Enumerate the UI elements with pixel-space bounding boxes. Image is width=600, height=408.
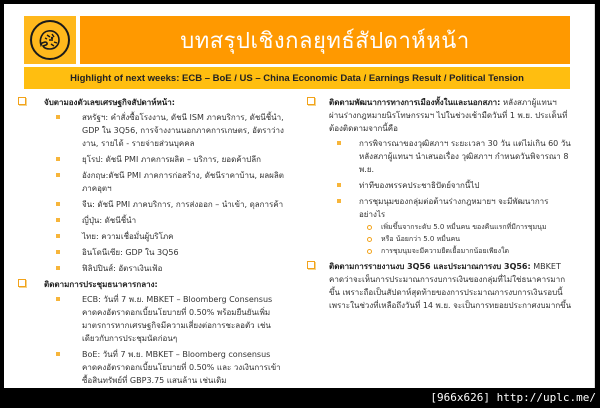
checkbox-square-icon — [18, 279, 26, 287]
sub-list-item: การชุมนุมจะมีความยืดเยื้อมากน้อยเพียงใด — [359, 246, 572, 257]
central-banks-list — [44, 293, 284, 387]
bullet-icon — [56, 250, 60, 254]
list-item: อังกฤษ:ดัชนี PMI ภาคการก่อสร้าง, ดัชนีราคาบ้าน, ผลผลิตภาคอุตฯ — [44, 169, 284, 195]
sub-list-item: เพิ่มขึ้นจากระดับ 5.0 หมื่นคน ของคืนแรกที่มีการชุมนุม — [359, 222, 572, 233]
bullet-icon — [337, 199, 341, 203]
checkbox-square-icon — [307, 261, 315, 269]
bullet-icon — [56, 297, 60, 301]
watermark-text: [966x626] http://uplc.me/ — [430, 391, 596, 404]
section-title: ติดตามการรายงานงบ 3Q56 และประมาณการงบ 3Q56: — [329, 262, 531, 271]
list-item: ญี่ปุ่น: ดัชนีชี้นำ — [44, 214, 284, 227]
section-text — [329, 260, 572, 312]
section-politics — [307, 96, 572, 257]
section-text — [329, 96, 572, 135]
highlight-banner: Highlight of next weeks: ECB – BoE / US – China Economic Data / Earnings Result / Political Tension — [24, 67, 570, 89]
bullet-icon — [337, 183, 341, 187]
bullet-icon — [56, 173, 60, 177]
bullet-icon — [56, 202, 60, 206]
checkbox-square-icon — [18, 97, 26, 105]
list-item: การชุมนุมของกลุ่มต่อต้านร่างกฎหมายฯ จะมีพัฒนาการอย่างไร เพิ่มขึ้นจากระดับ 5.0 หมื่นคน ของคืนแรกที่มีการชุมนุม หรือ น้อยกว่า 5.0 หมื่นคน การชุมนุมจะมีความยืดเยื้อมากน้อยเพียงใด — [329, 195, 572, 257]
politics-list — [329, 137, 572, 257]
list-item: ECB: วันที่ 7 พ.ย. MBKET – Bloomberg Consensus คาดคงอัตราดอกเบี้ยนโยบายที่ 0.50% พร้อมยืนยันเพิ่มมาตรการหากเศรษฐกิจมีความเสี่ยงต่อการชะลอตัว เช่นเดียวกับการประชุมนัดก่อนๆ — [44, 293, 284, 345]
section-earnings — [307, 260, 572, 312]
bullet-icon — [56, 115, 60, 119]
list-item: ไทย: ความเชื่อมั่นผู้บริโภค — [44, 230, 284, 243]
sub-list-item: หรือ น้อยกว่า 5.0 หมื่นคน — [359, 234, 572, 245]
list-item: BoE: วันที่ 7 พ.ย. MBKET – Bloomberg consensus คาดคงอัตราดอกเบี้ยนโยบายที่ 0.50% และ วงเงินการเข้าซื้อสินทรัพย์ที่ GBP3.75 แสนล้าน เช่นเดิม — [44, 348, 284, 387]
checkbox-square-icon — [307, 97, 315, 105]
tiger-logo-icon — [30, 20, 70, 60]
bullet-icon — [56, 234, 60, 238]
list-item: ท่าทีของพรรคประชาธิปัตย์จากนี้ไป — [329, 179, 572, 192]
list-item: จีน: ดัชนี PMI ภาคบริการ, การส่งออก – นำเข้า, ดุลการค้า — [44, 198, 284, 211]
list-item: ฟิลิปปินส์: อัตราเงินเฟ้อ — [44, 262, 284, 275]
section-title: ติดตามการประชุมธนาคารกลาง: — [44, 280, 158, 289]
list-item: การพิจารณาของวุฒิสภาฯ ระยะเวลา 30 วัน แต่ไม่เกิน 60 วัน หลังสภาผู้แทนฯ นำเสนอเรื่อง วุฒิสภาฯ กำหนดวันพิจารณา 8 พ.ย. — [329, 137, 572, 176]
section-title: ติดตามพัฒนาการทางการเมืองทั้งในและนอกสภา: — [329, 98, 501, 107]
list-item: ยุโรป: ดัชนี PMI ภาคการผลิต – บริการ, ยอดค้าปลีก — [44, 153, 284, 166]
circle-bullet-icon — [367, 249, 372, 254]
protest-sublist — [359, 222, 572, 257]
page-title: บทสรุปเชิงกลยุทธ์สัปดาห์หน้า — [80, 16, 570, 64]
section-body: หลังสภาผู้แทนฯ ผ่านร่างกฎหมายนิรโทษกรรมฯ ไปในช่วงเช้ามืดวันที่ 1 พ.ย. ประเด็นที่ต้องติดตามจากนี้คือ — [329, 98, 568, 133]
circle-bullet-icon — [367, 225, 372, 230]
circle-bullet-icon — [367, 237, 372, 242]
section-body: MBKET คาดว่าจะเห็นการประมาณการงบการเงินของกลุ่มที่ไม่ใช่ธนาคารมากขึ้น เพราะถือเป็นสัปดาห์สุดท้ายของการประมาณการงบการเงินรอบนี้ เพราะในช่วงที่เหลือถึงวันที่ 14 พ.ย. จะเป็นการทยอยประกาศงบมากขึ้น — [329, 262, 572, 310]
bullet-icon — [56, 352, 60, 356]
logo — [24, 16, 76, 64]
list-item: สหรัฐฯ: คำสั่งซื้อโรงงาน, ดัชนี ISM ภาคบริการ, ดัชนีชี้นำ, GDP ใน 3Q56, การจ้างงานนอกภาคการเกษตร, อัตราว่างงาน, รายได้ - รายจ่ายส่วนบุคคล — [44, 111, 284, 150]
bullet-icon — [56, 266, 60, 270]
slide — [4, 4, 595, 388]
list-item: อินโดนีเซีย: GDP ใน 3Q56 — [44, 246, 284, 259]
section-central-banks — [14, 278, 284, 387]
bullet-icon — [56, 218, 60, 222]
economic-data-list — [44, 111, 284, 275]
section-title: จับตามองตัวเลขเศรษฐกิจสัปดาห์หน้า: — [44, 98, 175, 107]
bullet-icon — [337, 141, 341, 145]
section-economic-data — [14, 96, 284, 275]
right-column — [307, 96, 572, 315]
bullet-icon — [56, 157, 60, 161]
left-column — [14, 96, 284, 390]
